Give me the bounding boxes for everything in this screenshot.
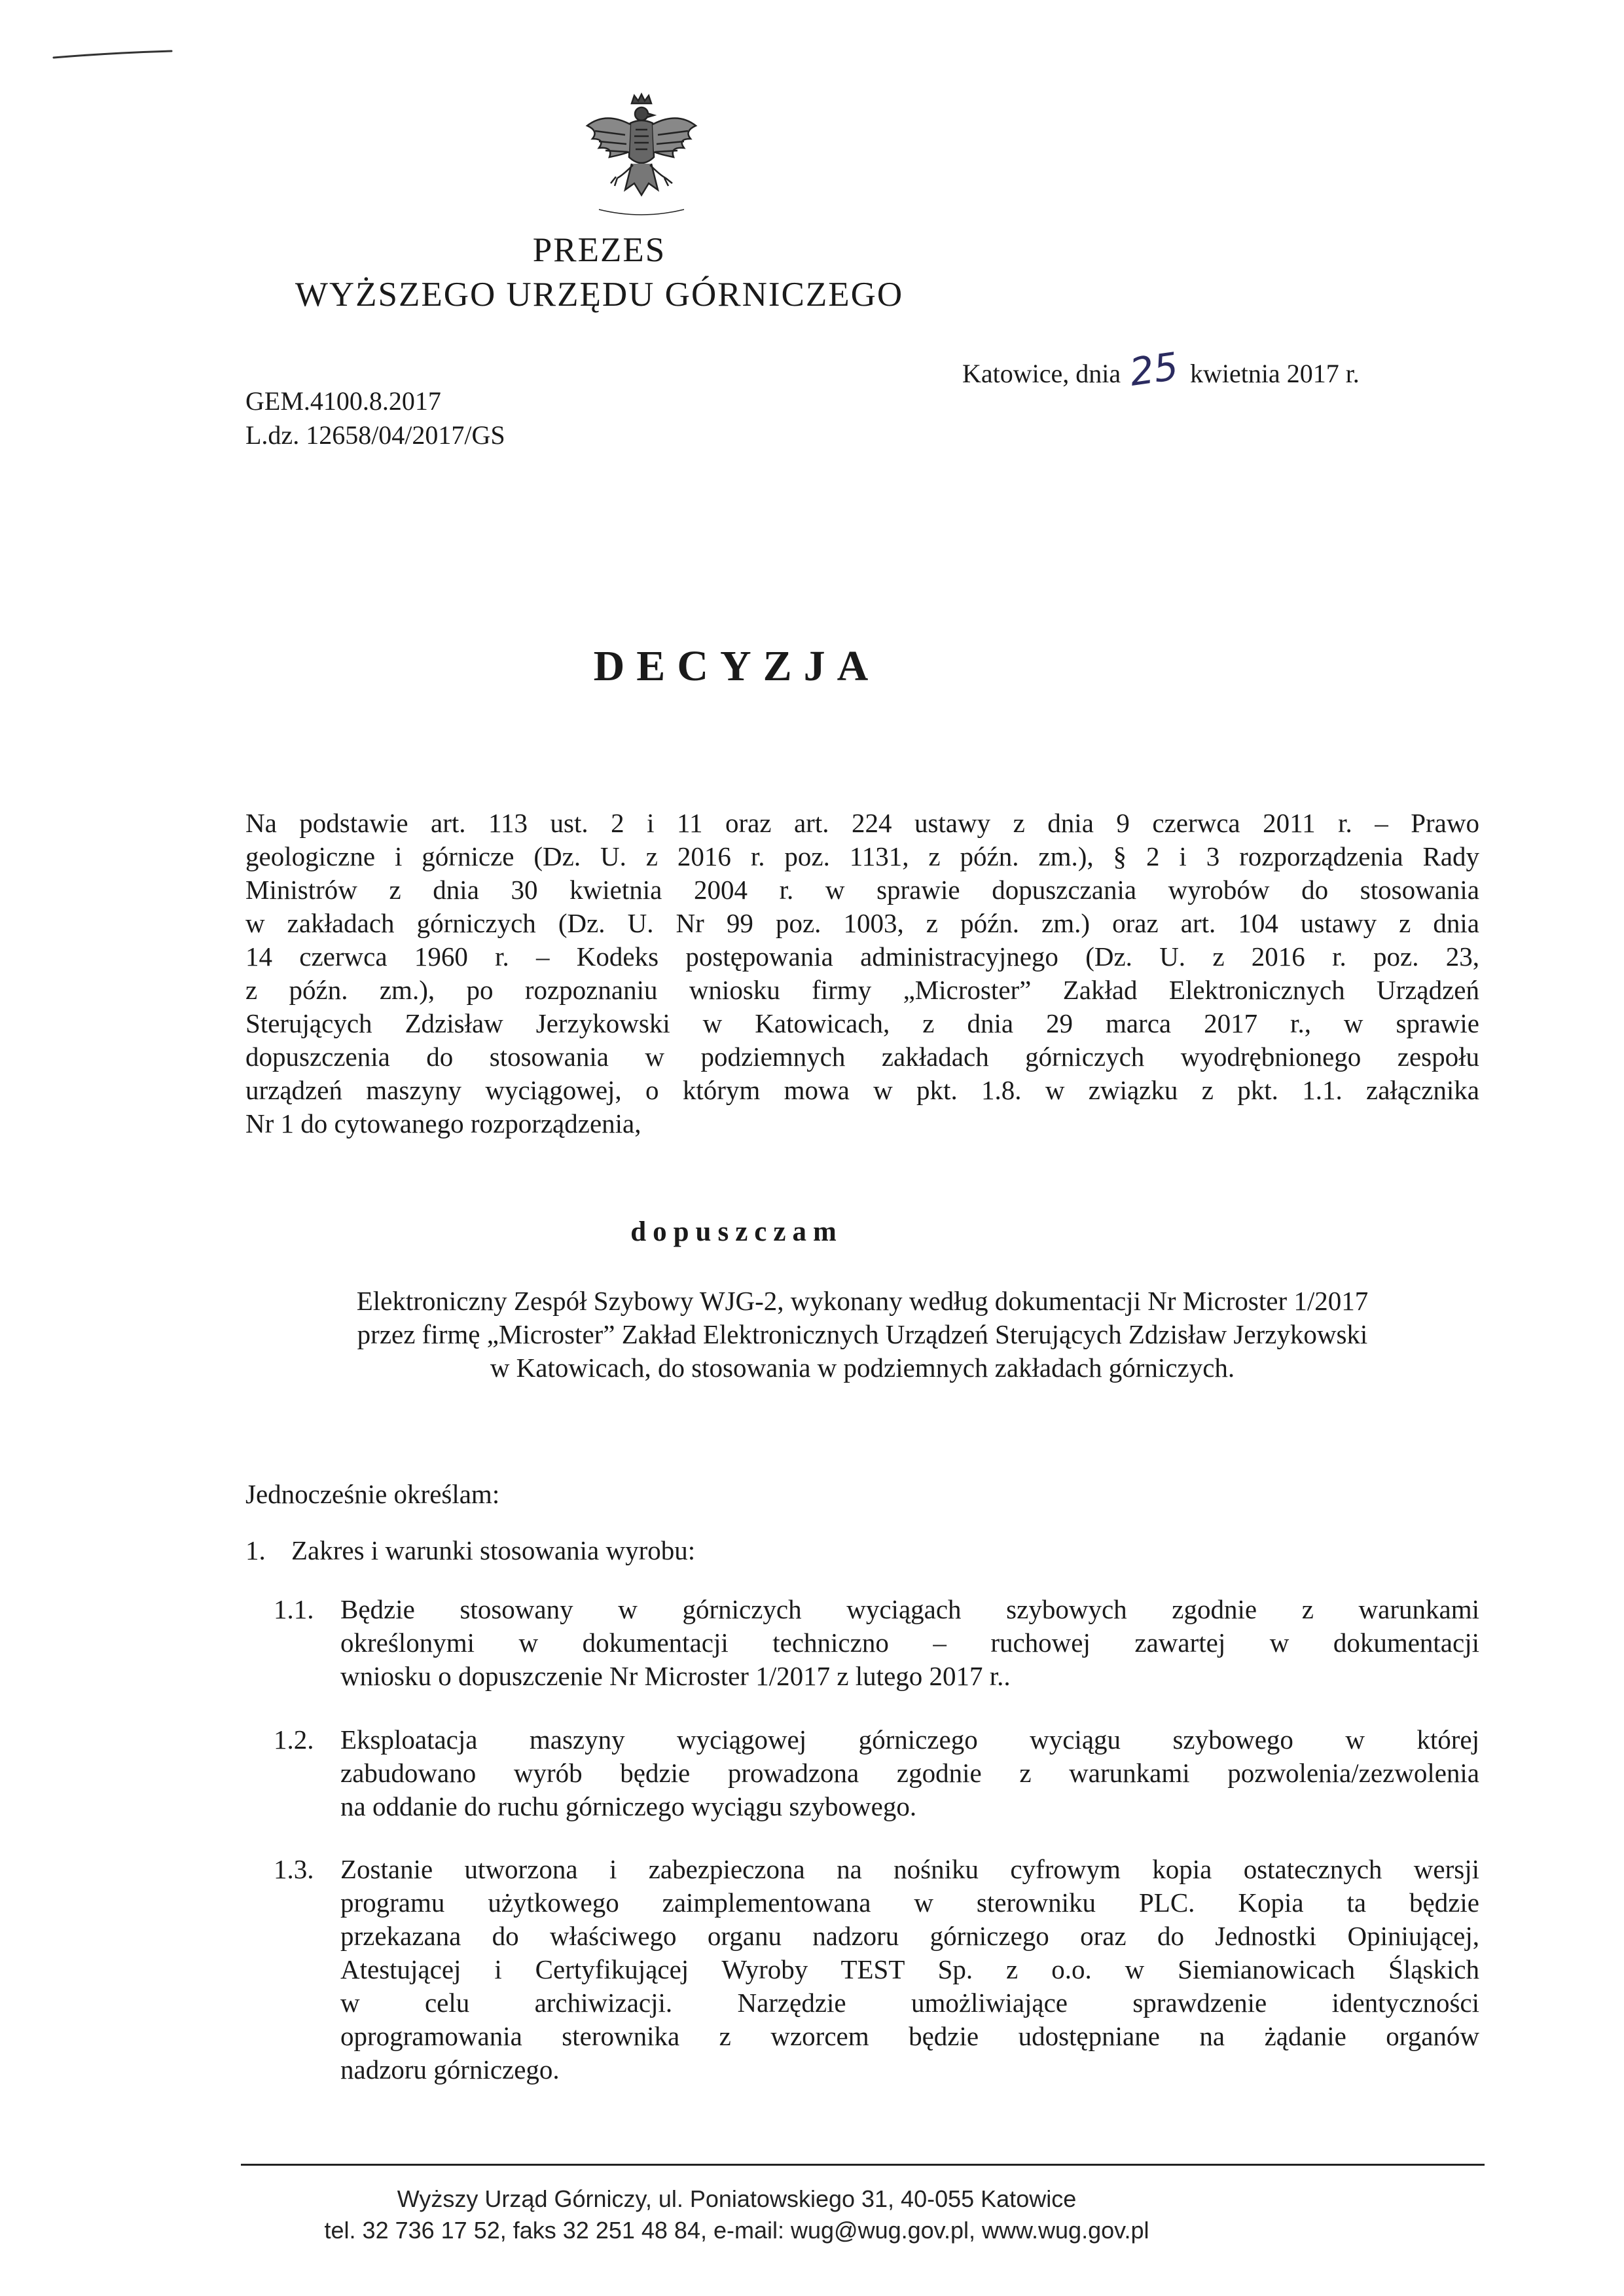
paragraph-line: Nr 1 do cytowanego rozporządzenia, — [245, 1108, 641, 1139]
subpoint-line: w celu archiwizacji. Narzędzie umożliwiające sprawdzenie identyczności — [340, 1988, 1479, 2018]
subpoint-line: Zostanie utworzona i zabezpieczona na nośniku cyfrowym kopia ostatecznych wersji — [340, 1854, 1479, 1884]
paragraph-line: Elektroniczny Zespół Szybowy WJG-2, wykonany według dokumentacji Nr Microster 1/2017 — [356, 1286, 1369, 1316]
polish-eagle-emblem-icon — [579, 92, 704, 223]
subpoint-line: przekazana do właściwego organu nadzoru górniczego oraz do Jednostki Opiniującej, — [340, 1921, 1479, 1951]
issuer-title: PREZES — [532, 231, 666, 269]
case-number: GEM.4100.8.2017 — [245, 386, 441, 416]
product-paragraph — [245, 1285, 1479, 1385]
point-number: 1. — [245, 1535, 266, 1565]
legal-basis-paragraph — [245, 807, 1479, 1140]
paragraph-line: przez firmę „Microster” Zakład Elektronicznych Urządzeń Sterujących Zdzisław Jerzykowski — [357, 1319, 1368, 1349]
paragraph-line: dopuszczenia do stosowania w podziemnych zakładach górniczych wyodrębnionego zespołu — [245, 1042, 1479, 1072]
decision-word: dopuszczam — [630, 1216, 843, 1247]
subpoint-line: nadzoru górniczego. — [340, 2054, 560, 2085]
subpoint-line: określonymi w dokumentacji techniczno – ruchowej zawartej w dokumentacji — [340, 1628, 1479, 1658]
place-prefix: Katowice, dnia — [962, 359, 1121, 388]
paragraph-line: Sterujących Zdzisław Jerzykowski w Katowicach, z dnia 29 marca 2017 r., w sprawie — [245, 1008, 1479, 1038]
case-references — [245, 384, 505, 452]
paragraph-line: Ministrów z dnia 30 kwietnia 2004 r. w sprawie dopuszczania wyrobów do stosowania — [245, 875, 1479, 905]
subpoint-line: oprogramowania sterownika z wzorcem będzie udostępniane na żądanie organów — [340, 2021, 1479, 2051]
point-1 — [245, 1534, 1479, 1567]
paragraph-line: Na podstawie art. 113 ust. 2 i 11 oraz art. 224 ustawy z dnia 9 czerwca 2011 r. – Prawo — [245, 808, 1479, 838]
paragraph-line: w zakładach górniczych (Dz. U. Nr 99 poz. 1003, z późn. zm.) oraz art. 104 ustawy z dnia — [245, 908, 1479, 938]
paragraph-line: z późn. zm.), po rozpoznaniu wniosku firmy „Microster” Zakład Elektronicznych Urządzeń — [245, 975, 1479, 1005]
date-suffix: kwietnia 2017 r. — [1189, 359, 1360, 388]
paragraph-line: 14 czerwca 1960 r. – Kodeks postępowania administracyjnego (Dz. U. z 2016 r. poz. 23, — [245, 941, 1479, 972]
handwritten-day: 25 — [1127, 344, 1182, 395]
footer-contact: tel. 32 736 17 52, faks 32 251 48 84, e-mail: wug@wug.gov.pl, www.wug.gov.pl — [324, 2217, 1149, 2244]
paragraph-line: w Katowicach, do stosowania w podziemnych zakładach górniczych. — [490, 1353, 1235, 1383]
subpoint-line: programu użytkowego zaimplementowana w sterowniku PLC. Kopia ta będzie — [340, 1887, 1479, 1918]
paragraph-line: geologiczne i górnicze (Dz. U. z 2016 r. poz. 1131, z późn. zm.), § 2 i 3 rozporządzenia Rady — [245, 841, 1479, 871]
subpoint-number: 1.3. — [274, 1854, 314, 1884]
issuer-office-name: WYŻSZEGO URZĘDU GÓRNICZEGO — [295, 276, 904, 314]
place-and-date — [962, 344, 1360, 395]
subpoint-1-2 — [274, 1723, 1479, 1823]
subpoint-line: Będzie stosowany w górniczych wyciągach szybowych zgodnie z warunkami — [340, 1594, 1479, 1624]
footer-address: Wyższy Urząd Górniczy, ul. Poniatowskiego 31, 40-055 Katowice — [397, 2185, 1077, 2212]
simultaneously-heading: Jednocześnie określam: — [245, 1479, 500, 1509]
footer-divider — [241, 2164, 1485, 2166]
pen-stroke-mark — [52, 48, 173, 62]
subpoint-line: Eksploatacja maszyny wyciągowej górniczego wyciągu szybowego w której — [340, 1724, 1479, 1755]
subpoint-line: na oddanie do ruchu górniczego wyciągu szybowego. — [340, 1791, 917, 1821]
journal-number: L.dz. 12658/04/2017/GS — [245, 420, 505, 450]
subpoint-1-1 — [274, 1593, 1479, 1693]
subpoint-1-3 — [274, 1853, 1479, 2086]
subpoint-line: Atestującej i Certyfikującej Wyroby TEST Sp. z o.o. w Siemianowicach Śląskich — [340, 1954, 1479, 1984]
point-label: Zakres i warunki stosowania wyrobu: — [291, 1535, 696, 1565]
subpoint-number: 1.2. — [274, 1724, 314, 1755]
subpoint-line: zabudowano wyrób będzie prowadzona zgodnie z warunkami pozwolenia/zezwolenia — [340, 1758, 1479, 1788]
subpoint-number: 1.1. — [274, 1594, 314, 1624]
subpoint-line: wniosku o dopuszczenie Nr Microster 1/2017 z lutego 2017 r.. — [340, 1661, 1011, 1691]
paragraph-line: urządzeń maszyny wyciągowej, o którym mowa w pkt. 1.8. w związku z pkt. 1.1. załącznika — [245, 1075, 1479, 1105]
document-title: DECYZJA — [593, 642, 880, 690]
